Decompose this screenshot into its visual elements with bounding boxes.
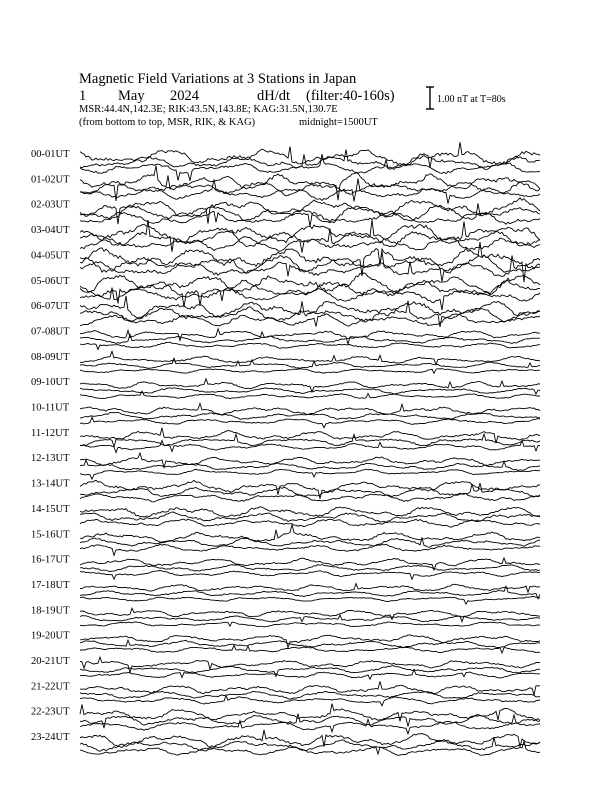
quantity-label: dH/dt — [257, 88, 291, 104]
station-trace-kag — [80, 403, 540, 415]
hour-label: 09-10UT — [31, 377, 70, 389]
station-trace-rik — [80, 358, 540, 368]
hour-label: 11-12UT — [31, 427, 70, 439]
station-trace-msr — [80, 544, 540, 555]
station-trace-msr — [80, 179, 540, 203]
station-trace-rik — [80, 565, 540, 572]
station-trace-msr — [80, 342, 540, 349]
station-trace-kag — [80, 525, 540, 543]
station-trace-msr — [80, 696, 540, 706]
station-trace-kag — [80, 453, 540, 468]
station-trace-rik — [80, 483, 540, 497]
station-trace-rik — [80, 179, 540, 196]
station-trace-msr — [80, 670, 540, 680]
hour-label: 18-19UT — [31, 605, 70, 617]
hour-label: 08-09UT — [31, 351, 70, 363]
station-trace-rik — [80, 434, 540, 447]
station-trace-msr — [80, 314, 540, 327]
hour-label: 00-01UT — [31, 149, 70, 160]
hour-label: 03-04UT — [31, 225, 70, 237]
hour-label: 15-16UT — [31, 529, 70, 541]
date-month: May — [118, 88, 145, 104]
hour-label: 04-05UT — [31, 250, 70, 262]
hour-label: 13-14UT — [31, 478, 70, 490]
midnight-note: midnight=1500UT — [299, 117, 378, 128]
station-trace-kag — [80, 558, 540, 570]
hour-labels — [31, 149, 70, 743]
scale-bar — [426, 87, 434, 109]
station-trace-rik — [80, 738, 540, 752]
chart-title: Magnetic Field Variations at 3 Stations in Japan — [79, 71, 357, 87]
station-trace-msr — [80, 288, 540, 311]
station-trace-msr — [80, 369, 540, 374]
station-trace-kag — [80, 351, 540, 365]
filter-label: (filter:40-160s) — [306, 88, 395, 104]
date-year: 2024 — [170, 88, 199, 104]
hour-label: 23-24UT — [31, 732, 70, 744]
station-trace-rik — [80, 615, 540, 622]
hour-label: 12-13UT — [31, 453, 70, 465]
station-trace-rik — [80, 242, 540, 273]
station-trace-rik — [80, 666, 540, 677]
station-trace-kag — [80, 608, 540, 622]
scale-bar-label: 1.00 nT at T=80s — [437, 94, 506, 105]
hour-label: 16-17UT — [31, 554, 70, 566]
hour-label: 06-07UT — [31, 301, 70, 313]
station-trace-kag — [80, 584, 540, 593]
station-trace-kag — [80, 507, 540, 517]
station-trace-rik — [80, 150, 540, 170]
hour-label: 01-02UT — [31, 174, 70, 186]
station-trace-msr — [80, 262, 540, 282]
hour-label: 19-20UT — [31, 630, 70, 642]
station-trace-msr — [80, 622, 540, 627]
station-coordinates: MSR:44.4N,142.3E; RIK:43.5N,143.8E; KAG:31.5N,130.7E — [79, 104, 338, 115]
trace-group — [80, 142, 540, 755]
hour-label: 05-06UT — [31, 275, 70, 287]
hour-label: 10-11UT — [31, 402, 70, 414]
station-trace-msr — [80, 469, 540, 479]
station-trace-kag — [80, 657, 540, 672]
station-trace-kag — [80, 704, 540, 722]
station-trace-msr — [80, 597, 540, 605]
station-trace-kag — [80, 273, 540, 295]
hour-label: 07-08UT — [31, 326, 70, 338]
station-trace-msr — [80, 154, 540, 181]
station-trace-msr — [80, 391, 540, 398]
date-day: 1 — [79, 88, 87, 104]
hour-label: 02-03UT — [31, 199, 70, 211]
station-trace-msr — [80, 493, 540, 502]
hour-label: 17-18UT — [31, 579, 70, 591]
station-trace-kag — [80, 730, 540, 747]
station-trace-rik — [80, 203, 540, 221]
station-trace-kag — [80, 296, 540, 319]
hour-label: 21-22UT — [31, 681, 70, 693]
hour-label: 22-23UT — [31, 706, 70, 718]
hour-label: 20-21UT — [31, 656, 70, 667]
station-trace-kag — [80, 329, 540, 344]
station-order-note: (from bottom to top, MSR, RIK, & KAG) — [79, 117, 256, 128]
station-trace-msr — [80, 440, 540, 452]
station-trace-rik — [80, 714, 540, 729]
station-trace-rik — [80, 388, 540, 394]
station-trace-msr — [80, 570, 540, 579]
station-trace-rik — [80, 280, 540, 307]
hour-label: 14-15UT — [31, 503, 70, 515]
station-trace-kag — [80, 681, 540, 695]
